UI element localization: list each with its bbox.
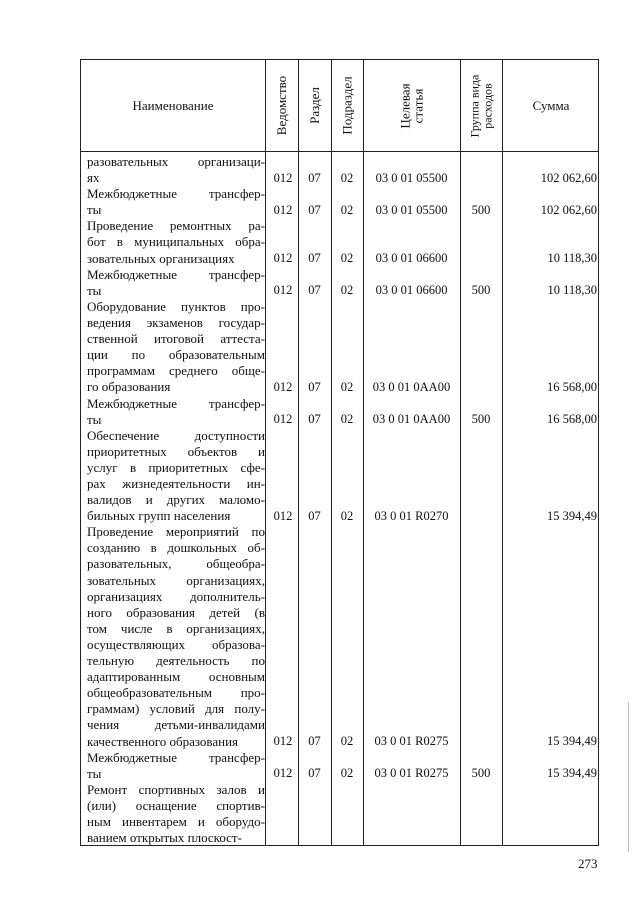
row-name-line: го образования [87,379,171,395]
row-name [87,186,265,218]
row-name-line: Межбюджетные трансфер- [87,395,265,411]
row-name-line: Проведение мероприятий по [87,524,265,540]
row-name-line: ты [87,202,102,218]
cell-podr: 02 [340,766,354,781]
cell-target: 03 0 01 0АА00 [372,412,451,427]
row-name-line: приоритетных объектов и [87,443,265,459]
row-name-line: Ремонт спортивных залов и [87,781,265,797]
cell-target: 03 0 01 R0270 [374,508,449,523]
cell-ved: 012 [273,766,293,781]
cell-ved: 012 [273,412,293,427]
cell-target: 03 0 01 06600 [375,283,448,298]
column-divider [265,60,266,845]
header-razdel [298,60,331,151]
cell-podr: 02 [340,283,354,298]
cell-ved: 012 [273,170,293,185]
cell-podr: 02 [340,202,354,217]
cell-sum: 15 394,49 [547,508,597,523]
header-podrazdel-label: Подраздел [339,76,355,135]
row-name-line: зовательных организациях [87,250,235,266]
cell-group: 500 [471,766,491,781]
row-name-line: созданию в дошкольных об- [87,540,265,556]
row-name [87,267,265,299]
cell-sum: 16 568,00 [547,412,597,427]
header-target-line1: Целевая [397,82,413,129]
row-name-line: ты [87,282,102,298]
row-name-line: Межбюджетные трансфер- [87,266,265,282]
cell-ved: 012 [273,734,293,749]
row-name-line: Межбюджетные трансфер- [87,186,265,202]
row-name-line: ванием открытых плоскост- [87,830,242,846]
cell-razd: 07 [308,170,321,185]
row-name-line: общеобразовательным про- [87,685,265,701]
cell-sum: 10 118,30 [547,283,597,298]
cell-razd: 07 [308,202,321,217]
cell-podr: 02 [340,170,354,185]
cell-target: 03 0 01 05500 [375,202,448,217]
row-name-line: ции по образовательным [87,347,265,363]
row-name-line: ным инвентарем и оборудо- [87,814,265,830]
cell-razd: 07 [308,283,321,298]
cell-podr: 02 [340,379,354,394]
row-name-line: ях [87,170,100,186]
header-sum [502,60,600,151]
header-divider [81,151,598,152]
header-vedomstvo-label: Ведомство [274,75,289,136]
cell-target: 03 0 01 05500 [375,170,448,185]
row-name-line: Оборудование пунктов про- [87,298,265,314]
row-name-line: ведения экзаменов государ- [87,314,265,330]
cell-group: 500 [471,202,491,217]
cell-podr: 02 [340,734,354,749]
cell-razd: 07 [308,379,321,394]
row-name-line: Межбюджетные трансфер- [87,749,265,765]
row-name-line: разовательных организаци- [87,154,265,169]
header-sum-label: Сумма [532,98,570,113]
header-target-line2: статья [410,88,426,123]
cell-sum: 15 394,49 [547,734,597,749]
row-name-line: осуществляющих образова- [87,636,265,652]
row-name-line: Обеспечение доступности [87,427,265,443]
row-name [87,524,265,749]
column-divider [460,60,461,845]
cell-razd: 07 [308,251,321,266]
row-name-line: чения детьми-инвалидами [87,717,265,733]
cell-sum: 102 062,60 [540,202,597,217]
cell-target: 03 0 01 0АА00 [372,379,451,394]
cell-ved: 012 [273,251,293,266]
row-name [87,782,265,846]
header-podrazdel [331,60,363,151]
cell-razd: 07 [308,412,321,427]
cell-podr: 02 [340,508,354,523]
cell-ved: 012 [273,379,293,394]
header-name-label: Наименование [132,98,214,113]
row-name-line: зовательных организациях, [87,572,265,588]
row-name-line: ты [87,765,102,781]
row-name-line: разовательных, общеобра- [87,556,265,572]
cell-razd: 07 [308,734,321,749]
cell-razd: 07 [308,766,321,781]
row-name [87,218,265,266]
cell-sum: 16 568,00 [547,379,597,394]
row-name-line: (или) оснащение спортив- [87,797,265,813]
row-name-line: адаптированным основным [87,669,265,685]
cell-target: 03 0 01 R0275 [374,766,449,781]
row-name [87,396,265,428]
row-name-line: качественного образования [87,733,239,749]
cell-ved: 012 [273,283,293,298]
cell-razd: 07 [308,508,321,523]
cell-sum: 15 394,49 [547,766,597,781]
cell-podr: 02 [340,412,354,427]
header-group [460,60,502,151]
cell-podr: 02 [340,251,354,266]
header-name [81,60,265,151]
row-name-line: тельную деятельность по [87,653,265,669]
cell-group: 500 [471,412,491,427]
row-name [87,154,265,186]
cell-target: 03 0 01 06600 [375,251,448,266]
header-razdel-label: Раздел [307,87,322,124]
row-name [87,750,265,782]
row-name-line: ственной итоговой аттеста- [87,331,265,347]
row-name-line: рах жизнедеятельности ин- [87,475,265,491]
row-name-line: ного образования детей (в [87,604,265,620]
row-name-line: услуг в приоритетных сфе- [87,459,265,475]
page-number: 273 [578,856,598,871]
cell-sum: 10 118,30 [547,251,597,266]
header-group-line2: расходов [480,82,494,129]
row-name-line: граммам) условий для полу- [87,701,265,717]
cell-group: 500 [471,283,491,298]
row-name-line: Проведение ремонтных ра- [87,218,265,234]
cell-ved: 012 [273,202,293,217]
budget-table [80,59,599,846]
scan-margin-mark [628,702,629,852]
header-target [363,60,460,151]
row-name-line: валидов и других маломо- [87,492,265,508]
row-name-line: организациях дополнитель- [87,588,265,604]
row-name [87,299,265,396]
row-name-line: бот в муниципальных обра- [87,234,265,250]
row-name [87,428,265,525]
row-name-line: том числе в организациях, [87,620,265,636]
row-name-line: бильных групп населения [87,508,231,524]
header-vedomstvo [265,60,298,151]
header-group-line1: Группа вида [467,74,481,137]
row-name-line: ты [87,411,102,427]
row-name-line: программам среднего обще- [87,363,265,379]
cell-sum: 102 062,60 [540,170,597,185]
cell-target: 03 0 01 R0275 [374,734,449,749]
cell-ved: 012 [273,508,293,523]
